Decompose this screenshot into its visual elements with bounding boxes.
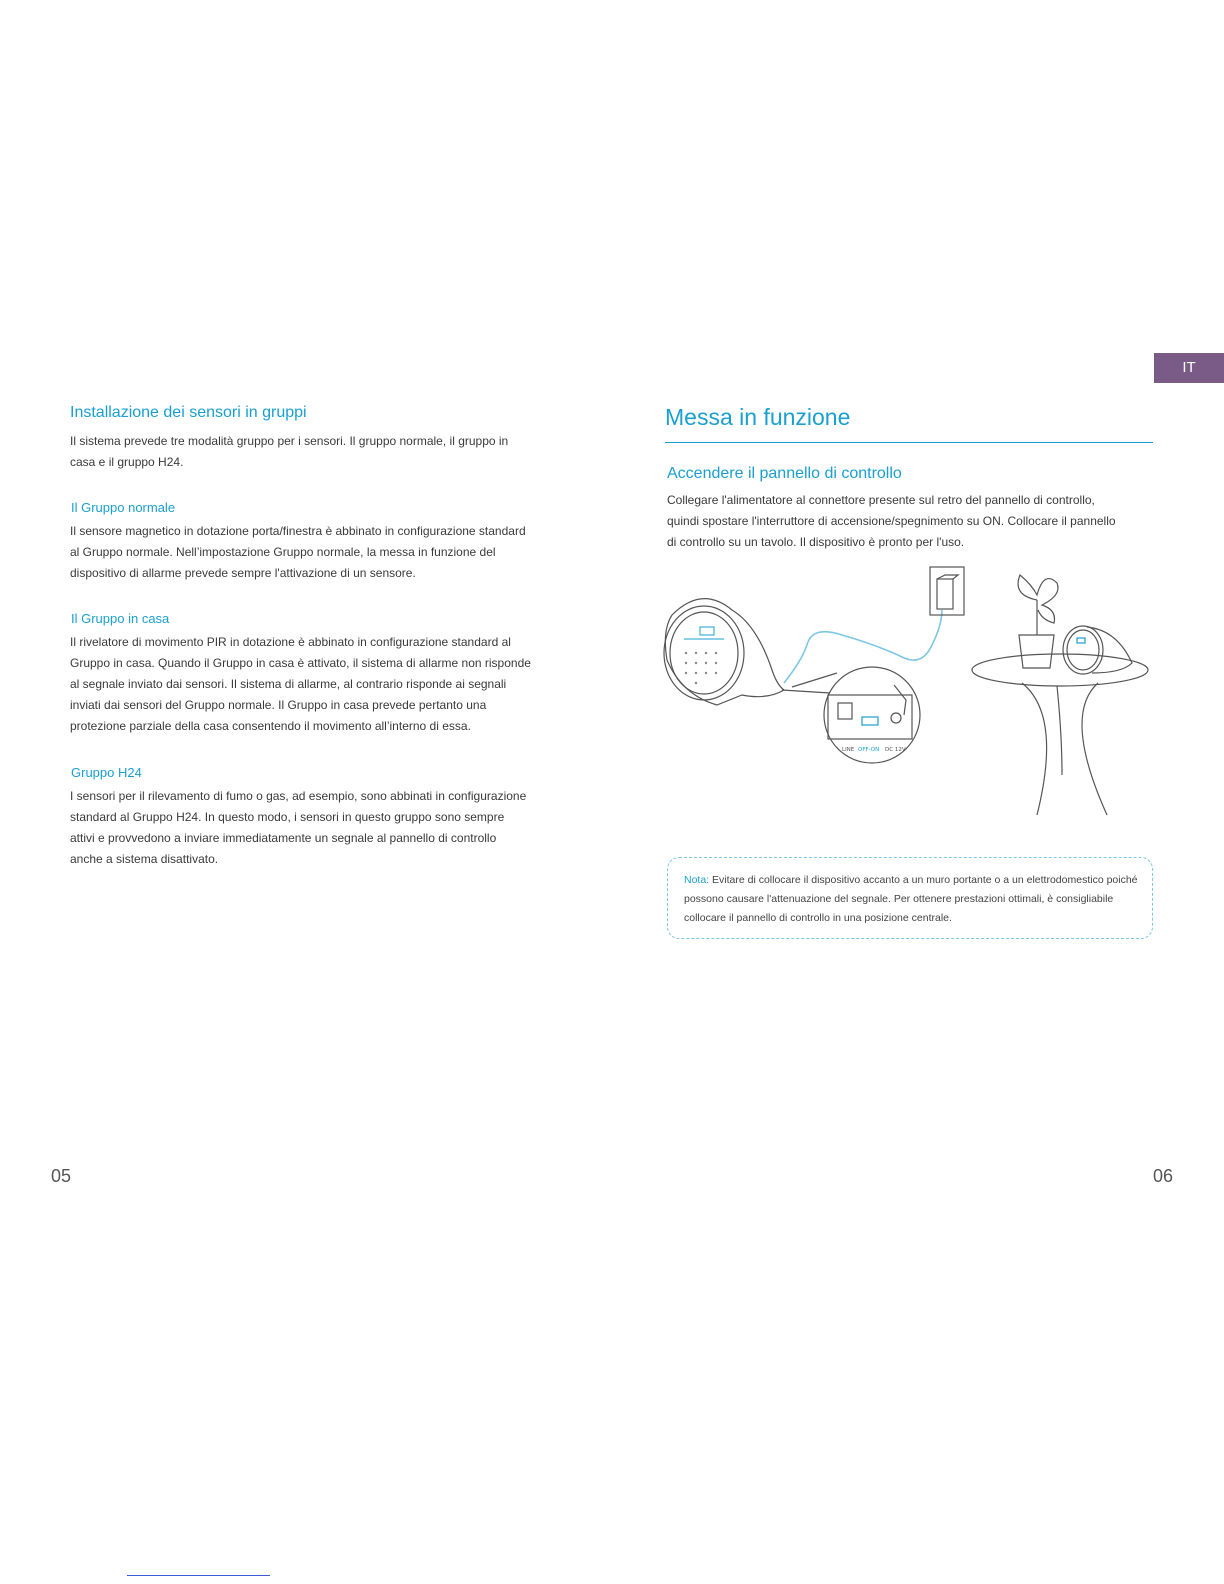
note-label: Nota: (684, 874, 710, 886)
paragraph-gruppo-h24: I sensori per il rilevamento di fumo o gas, ad esempio, sono abbinati in configurazione standard al Gruppo H24. In questo modo, i sensori in questo gruppo sono sempre attivi e provvedono a inviare immediatamente un segnale al pannello di controllo anche a sistema disattivato. (70, 789, 527, 866)
heading-gruppo-in-casa: Il Gruppo in casa (71, 611, 170, 626)
control-panel-drawing (664, 599, 784, 705)
heading-gruppo-normale: Il Gruppo normale (71, 500, 176, 515)
note-body: Evitare di collocare il dispositivo accanto a un muro portante o a un elettrodomestico poiché possono causare l'attenuazione del segnale. Per ottenere prestazioni ottimali, è consigliabile collocare il pannello di controllo in una posizione centrale. (684, 874, 1138, 924)
small-panel-drawing (1063, 626, 1132, 674)
port-label-line: LINE (842, 747, 855, 753)
language-tab: IT (1154, 353, 1224, 383)
port-label-switch: OFF-ON (858, 747, 880, 753)
wall-adapter-drawing (930, 567, 964, 615)
note-text (684, 871, 1144, 928)
paragraph-gruppo-normale: Il sensore magnetico in dotazione porta/finestra è abbinato in configurazione standard al Gruppo normale. Nell’impostazione Gruppo normale, la messa in funzione del dispositivo di allarme prevede sempre l'attivazione di un sensore. (70, 524, 526, 580)
footer-rule (127, 1575, 270, 1576)
installation-illustration (662, 565, 1162, 835)
paragraph-gruppo-in-casa: Il rivelatore di movimento PIR in dotazione è abbinato in configurazione standard al Gruppo in casa. Quando il Gruppo in casa è attivato, il sistema di allarme non risponde al segnale inviato dai sensori. Il sistema di allarme, al contrario risponde ai segnali inviati dai sensori del Gruppo normale. Il Gruppo in casa prevede pertanto una protezione parziale della casa consentendo il movimento all’interno di essa. (70, 635, 531, 733)
paragraph-power-on: Collegare l'alimentatore al connettore presente sul retro del pannello di controllo, quindi spostare l'interruttore di accensione/spegnimento su ON. Collocare il pannello di controllo su un tavolo. Il dispositivo è pronto per l'uso. (667, 493, 1116, 549)
table-drawing (972, 654, 1148, 815)
title-divider (665, 442, 1153, 443)
subtitle-control-panel: Accendere il pannello di controllo (667, 465, 902, 482)
intro-paragraph: Il sistema prevede tre modalità gruppo per i sensori. Il gruppo normale, il gruppo in casa e il gruppo H24. (70, 434, 509, 469)
heading-gruppo-h24: Gruppo H24 (71, 765, 142, 780)
section-title-sensor-groups: Installazione dei sensori in gruppi (70, 404, 307, 421)
page-title: Messa in funzione (665, 404, 851, 430)
port-label-dc: DC 12V (885, 747, 906, 753)
page-number-left: 05 (51, 1166, 72, 1186)
page-number-right: 06 (1153, 1166, 1174, 1186)
